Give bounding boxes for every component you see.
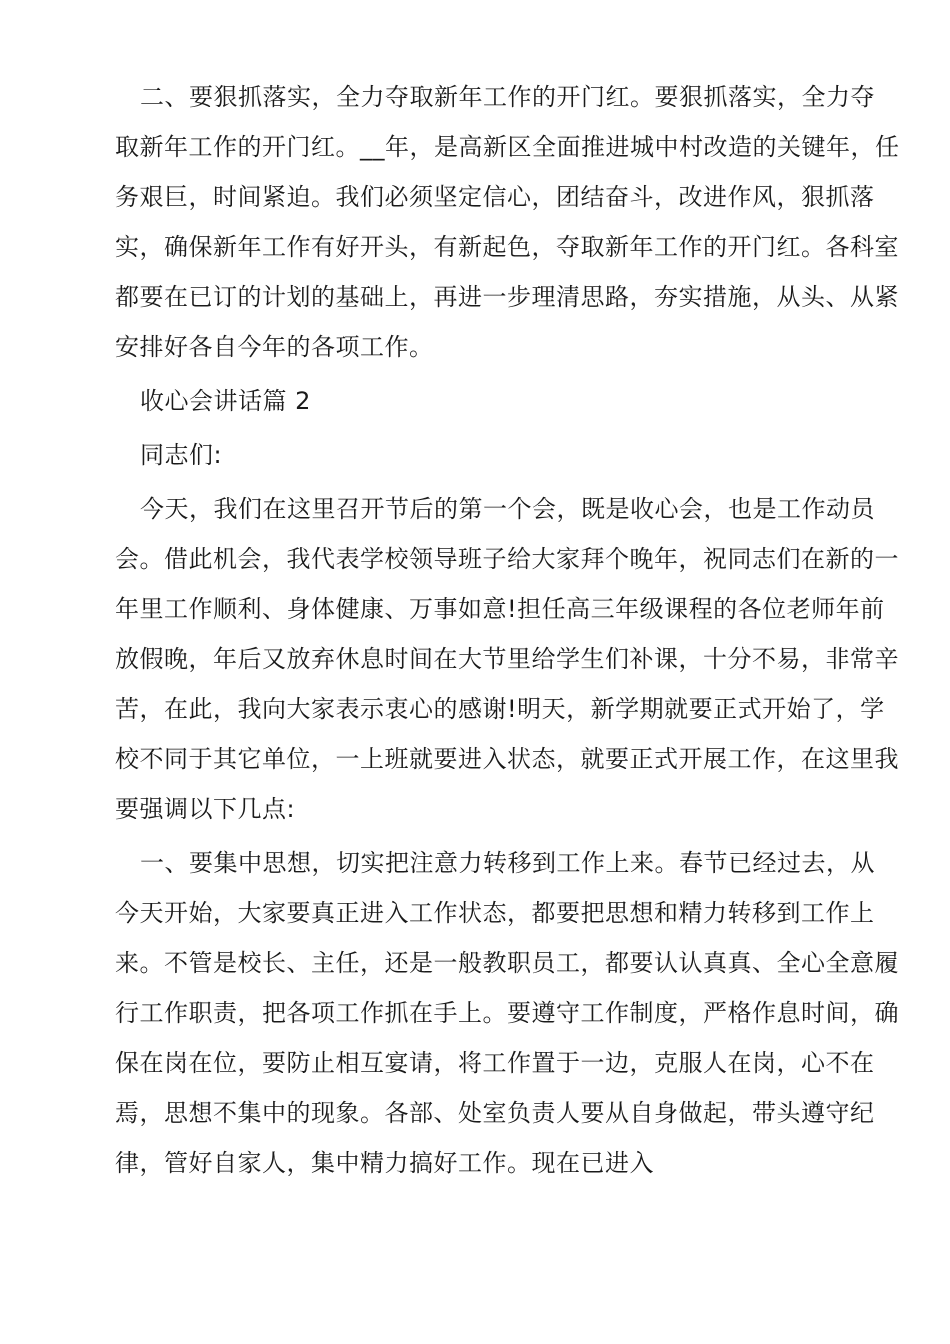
- section-heading: 收心会讲话篇 2: [140, 387, 311, 415]
- paragraph-line: 苦，在此，我向大家表示衷心的感谢!明天，新学期就要正式开始了，学: [115, 695, 885, 723]
- paragraph-line: 年里工作顺利、身体健康、万事如意!担任高三年级课程的各位老师年前: [115, 595, 885, 623]
- paragraph-line: 务艰巨，时间紧迫。我们必须坚定信心，团结奋斗，改进作风，狠抓落: [115, 183, 875, 211]
- paragraph-line: 保在岗在位，要防止相互宴请，将工作置于一边，克服人在岗，心不在: [115, 1049, 875, 1077]
- paragraph-line: 都要在已订的计划的基础上，再进一步理清思路，夯实措施，从头、从紧: [115, 283, 899, 311]
- paragraph-line: 放假晚，年后又放弃休息时间在大节里给学生们补课，十分不易，非常辛: [115, 645, 899, 673]
- paragraph-line: 律，管好自家人，集中精力搞好工作。现在已进入: [115, 1149, 654, 1177]
- paragraph-line: 安排好各自今年的各项工作。: [115, 333, 434, 361]
- salutation: 同志们:: [140, 441, 223, 469]
- paragraph-line: 今天开始，大家要真正进入工作状态，都要把思想和精力转移到工作上: [115, 899, 875, 927]
- paragraph-line: 要强调以下几点:: [115, 795, 296, 823]
- paragraph-line: 校不同于其它单位，一上班就要进入状态，就要正式开展工作，在这里我: [115, 745, 899, 773]
- paragraph-line: 行工作职责，把各项工作抓在手上。要遵守工作制度，严格作息时间，确: [115, 999, 899, 1027]
- paragraph-line: 实，确保新年工作有好开头，有新起色，夺取新年工作的开门红。各科室: [115, 233, 899, 261]
- paragraph-line: 会。借此机会，我代表学校领导班子给大家拜个晚年，祝同志们在新的一: [115, 545, 899, 573]
- paragraph-line: 取新年工作的开门红。__年，是高新区全面推进城中村改造的关键年，任: [115, 133, 900, 161]
- paragraph-line: 来。不管是校长、主任，还是一般教职员工，都要认认真真、全心全意履: [115, 949, 899, 977]
- paragraph-line: 二、要狠抓落实，全力夺取新年工作的开门红。要狠抓落实，全力夺: [140, 83, 875, 111]
- paragraph-line: 焉，思想不集中的现象。各部、处室负责人要从自身做起，带头遵守纪: [115, 1099, 875, 1127]
- paragraph-line: 一、要集中思想，切实把注意力转移到工作上来。春节已经过去，从: [140, 849, 875, 877]
- paragraph-line: 今天，我们在这里召开节后的第一个会，既是收心会，也是工作动员: [140, 495, 875, 523]
